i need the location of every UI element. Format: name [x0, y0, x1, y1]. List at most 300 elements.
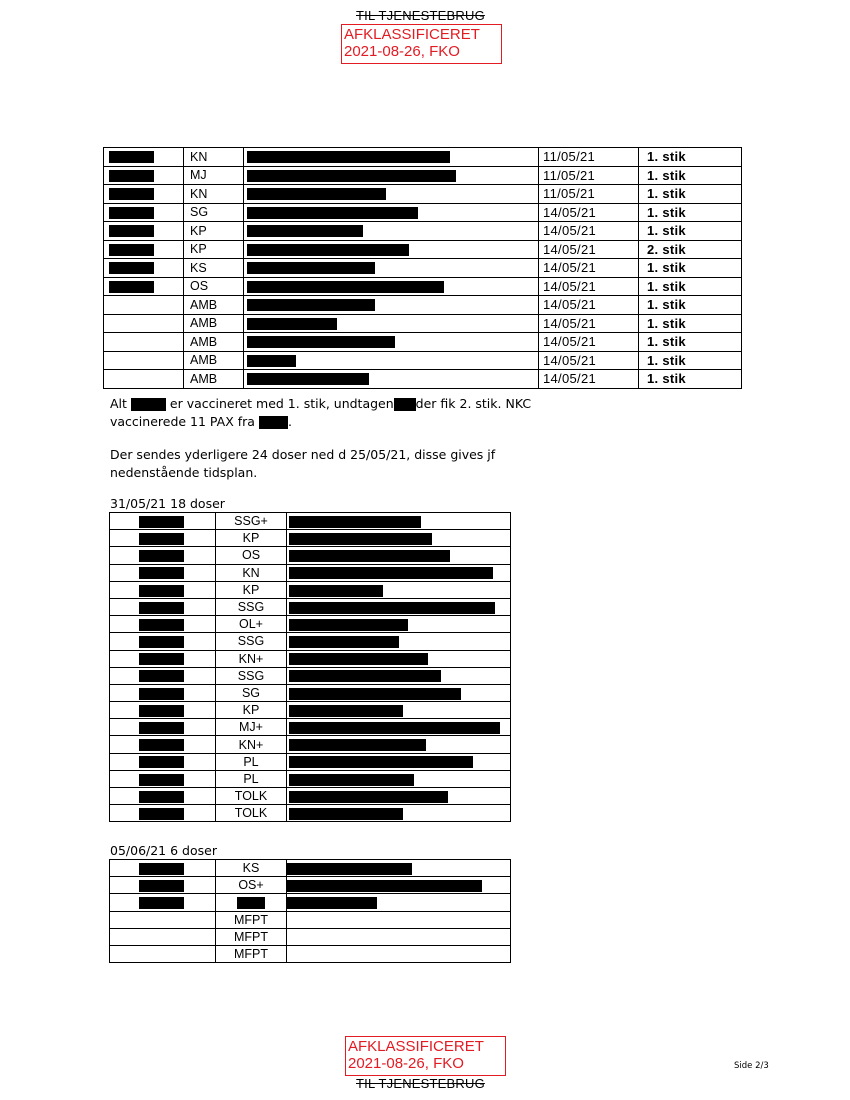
name-cell — [104, 259, 184, 278]
dose-cell — [639, 240, 742, 259]
table-row — [110, 547, 511, 564]
redaction-block — [247, 244, 409, 256]
name-cell — [110, 513, 216, 530]
dose-label: 1. stik — [647, 352, 686, 368]
table-row — [110, 702, 511, 719]
unit-code-cell — [216, 513, 287, 530]
name-cell — [110, 788, 216, 805]
vaccination-date: 14/05/21 — [543, 241, 597, 257]
date-cell — [539, 148, 639, 167]
redaction-block — [109, 188, 154, 200]
additional-doses-paragraph — [110, 446, 750, 482]
redaction-block — [247, 299, 375, 311]
unit-code: KP — [190, 242, 207, 257]
redaction-block — [139, 636, 184, 648]
unit-code-cell — [216, 547, 287, 564]
redacted-name-cell — [244, 166, 539, 185]
table-row — [110, 945, 511, 962]
redaction-block — [247, 318, 337, 330]
vaccination-date: 11/05/21 — [543, 167, 596, 183]
redaction-block — [139, 653, 184, 665]
dose-cell — [639, 259, 742, 278]
unit-code-cell — [216, 650, 287, 667]
table-row — [104, 203, 742, 222]
redacted-name-cell — [244, 185, 539, 204]
schedule-heading-1: 31/05/21 18 doser — [110, 496, 225, 511]
redacted-name-cell — [287, 860, 511, 877]
table-row — [110, 805, 511, 822]
redaction-block — [289, 756, 473, 768]
table-row — [104, 277, 742, 296]
redacted-name-cell — [244, 277, 539, 296]
table-row — [104, 240, 742, 259]
unit-code: OL+ — [239, 617, 263, 632]
table-row — [110, 633, 511, 650]
redaction-block — [139, 756, 184, 768]
redaction-block — [289, 653, 428, 665]
vaccination-date: 14/05/21 — [543, 204, 597, 220]
table-row — [110, 788, 511, 805]
redaction-block — [109, 225, 154, 237]
redacted-name-cell — [244, 351, 539, 370]
dose-cell — [639, 166, 742, 185]
name-cell — [110, 530, 216, 547]
name-cell — [110, 684, 216, 701]
name-cell — [104, 185, 184, 204]
unit-code: KN — [190, 186, 208, 201]
redaction-block — [289, 808, 403, 820]
date-cell — [539, 185, 639, 204]
dose-label: 1. stik — [647, 186, 686, 202]
dose-label: 2. stik — [647, 241, 686, 257]
name-cell — [104, 296, 184, 315]
table-row — [104, 222, 742, 241]
redaction-block — [289, 619, 408, 631]
name-cell — [104, 166, 184, 185]
unit-code: OS — [241, 548, 261, 563]
unit-code-cell — [216, 564, 287, 581]
name-cell — [110, 719, 216, 736]
redacted-name-cell — [287, 719, 511, 736]
redacted-name-cell — [287, 598, 511, 615]
redaction-block — [289, 550, 450, 562]
unit-code: KS — [242, 861, 260, 876]
table-row — [104, 166, 742, 185]
unit-code: KN+ — [238, 737, 264, 752]
unit-code-cell — [216, 911, 287, 928]
vaccination-date: 14/05/21 — [543, 334, 597, 350]
vaccination-log-table — [103, 147, 742, 389]
summary-text: Alt — [110, 396, 127, 411]
unit-code: OS+ — [238, 878, 264, 893]
summary-text: vaccinerede 11 PAX fra — [110, 414, 255, 429]
unit-code-cell — [216, 719, 287, 736]
unit-code: AMB — [190, 297, 218, 312]
unit-code: KN+ — [238, 651, 264, 666]
unit-code-cell — [216, 684, 287, 701]
redacted-name-cell — [287, 788, 511, 805]
dose-label: 1. stik — [647, 149, 686, 165]
unit-code: PL — [243, 771, 259, 786]
summary-text: . — [287, 414, 292, 429]
redaction-block — [139, 774, 184, 786]
name-cell — [104, 240, 184, 259]
name-cell — [110, 564, 216, 581]
vaccination-date: 14/05/21 — [543, 315, 597, 331]
redacted-name-cell — [244, 296, 539, 315]
name-cell — [104, 333, 184, 352]
redacted-name-cell — [244, 370, 539, 389]
name-cell — [110, 911, 216, 928]
redaction-block — [289, 774, 414, 786]
name-cell — [110, 598, 216, 615]
name-cell — [110, 616, 216, 633]
redaction-block — [139, 705, 184, 717]
dose-cell — [639, 351, 742, 370]
redaction-block — [131, 398, 166, 411]
redacted-name-cell — [287, 770, 511, 787]
redaction-block — [247, 170, 456, 182]
redaction-block — [247, 262, 375, 274]
name-cell — [104, 148, 184, 167]
date-cell — [539, 259, 639, 278]
vaccination-date: 14/05/21 — [543, 352, 597, 368]
table-row — [104, 314, 742, 333]
redacted-name-cell — [287, 753, 511, 770]
redacted-name-cell — [244, 222, 539, 241]
table-row — [104, 148, 742, 167]
unit-code-cell — [216, 667, 287, 684]
redacted-name-cell — [287, 894, 511, 911]
redaction-block — [109, 151, 154, 163]
unit-code-cell — [216, 581, 287, 598]
unit-code: SSG+ — [234, 514, 268, 529]
table-row — [110, 753, 511, 770]
unit-code-cell — [216, 530, 287, 547]
redaction-block — [289, 602, 495, 614]
date-cell — [539, 296, 639, 315]
unit-code-cell — [216, 598, 287, 615]
redaction-block — [139, 880, 184, 892]
redacted-name-cell — [287, 805, 511, 822]
unit-code: MJ — [190, 168, 207, 183]
unit-code-cell — [216, 616, 287, 633]
name-cell — [110, 667, 216, 684]
redaction-block — [139, 808, 184, 820]
name-cell — [104, 203, 184, 222]
unit-code: KP — [242, 582, 260, 597]
dose-label: 1. stik — [647, 297, 686, 313]
unit-code-cell — [216, 770, 287, 787]
dose-label: 1. stik — [647, 371, 686, 387]
unit-code: KP — [242, 531, 260, 546]
redaction-block — [247, 373, 369, 385]
redacted-name-cell — [287, 702, 511, 719]
schedule-table-1 — [109, 512, 511, 822]
redacted-name-cell — [287, 667, 511, 684]
redaction-block — [394, 398, 416, 411]
name-cell — [104, 370, 184, 389]
unit-code: MFPT — [233, 947, 269, 962]
table-row — [104, 333, 742, 352]
redaction-block — [139, 516, 184, 528]
dose-label: 1. stik — [647, 278, 686, 294]
summary-text: er vaccineret med 1. stik, undtagen — [169, 396, 394, 411]
unit-code-cell — [216, 894, 287, 911]
redaction-block — [247, 188, 386, 200]
unit-code: AMB — [190, 316, 218, 331]
unit-code: KN — [190, 149, 208, 164]
classification-marking-top: TIL TJENESTEBRUG — [356, 8, 485, 23]
name-cell — [110, 736, 216, 753]
dose-label: 1. stik — [647, 334, 686, 350]
unit-code: KP — [242, 703, 260, 718]
date-cell — [539, 351, 639, 370]
redaction-block — [109, 262, 154, 274]
vaccination-date: 11/05/21 — [543, 149, 596, 165]
unit-code: SSG — [237, 600, 265, 615]
redaction-block — [247, 281, 444, 293]
redaction-block — [247, 207, 418, 219]
unit-code: SSG — [237, 634, 265, 649]
dose-cell — [639, 277, 742, 296]
unit-code-cell — [184, 240, 244, 259]
unit-code-cell — [216, 945, 287, 962]
redaction-block — [139, 739, 184, 751]
declassified-stamp-top — [341, 24, 502, 64]
table-row — [110, 616, 511, 633]
unit-code: TOLK — [234, 806, 268, 821]
redaction-block — [139, 567, 184, 579]
unit-code: MFPT — [233, 912, 269, 927]
name-cell — [110, 702, 216, 719]
table-row — [110, 513, 511, 530]
redaction-block — [109, 207, 154, 219]
redaction-block — [139, 533, 184, 545]
redaction-block — [287, 897, 377, 909]
redaction-block — [139, 670, 184, 682]
redaction-block — [289, 670, 441, 682]
table-row — [110, 911, 511, 928]
redaction-block — [139, 585, 184, 597]
unit-code-cell — [184, 148, 244, 167]
classification-marking-bottom: TIL TJENESTEBRUG — [356, 1076, 485, 1091]
unit-code: SSG — [237, 668, 265, 683]
table-row — [104, 351, 742, 370]
table-row — [110, 877, 511, 894]
table-row — [110, 894, 511, 911]
unit-code: AMB — [190, 371, 218, 386]
table-row — [110, 770, 511, 787]
redacted-name-cell — [244, 148, 539, 167]
unit-code-cell — [184, 203, 244, 222]
redaction-block — [247, 151, 450, 163]
doses-text-line: nedenstående tidsplan. — [110, 465, 258, 480]
table-row — [110, 860, 511, 877]
name-cell — [110, 581, 216, 598]
dose-cell — [639, 222, 742, 241]
redaction-block — [247, 355, 296, 367]
table-row — [104, 185, 742, 204]
table-row — [110, 719, 511, 736]
unit-code: TOLK — [234, 789, 268, 804]
unit-code-cell — [184, 277, 244, 296]
dose-cell — [639, 296, 742, 315]
unit-code-cell — [216, 805, 287, 822]
name-cell — [110, 650, 216, 667]
redacted-name-cell — [244, 259, 539, 278]
vaccination-summary-paragraph — [110, 395, 750, 431]
redaction-block — [289, 567, 493, 579]
redaction-block — [109, 244, 154, 256]
doses-text-line: Der sendes yderligere 24 doser ned d 25/05/21, disse gives jf — [110, 447, 496, 462]
unit-code: OS — [190, 279, 209, 294]
table-row — [110, 650, 511, 667]
redacted-name-cell — [287, 547, 511, 564]
redaction-block — [289, 516, 421, 528]
vaccination-date: 14/05/21 — [543, 278, 597, 294]
unit-code: KP — [190, 223, 207, 238]
unit-code-cell — [184, 185, 244, 204]
unit-code: AMB — [190, 353, 218, 368]
unit-code: AMB — [190, 334, 218, 349]
summary-text: der fik 2. stik. NKC — [415, 396, 532, 411]
redacted-name-cell — [287, 945, 511, 962]
table-row — [104, 259, 742, 278]
redacted-name-cell — [244, 240, 539, 259]
redaction-block — [139, 688, 184, 700]
date-cell — [539, 166, 639, 185]
redaction-block — [139, 863, 184, 875]
name-cell — [110, 928, 216, 945]
dose-label: 1. stik — [647, 315, 686, 331]
unit-code: SG — [241, 685, 261, 700]
date-cell — [539, 370, 639, 389]
unit-code-cell — [184, 314, 244, 333]
stamp-line-2: 2021-08-26, FKO — [344, 43, 460, 60]
name-cell — [110, 860, 216, 877]
table-row — [110, 928, 511, 945]
redacted-name-cell — [287, 633, 511, 650]
unit-code: MJ+ — [239, 720, 263, 735]
redaction-block — [139, 602, 184, 614]
date-cell — [539, 222, 639, 241]
redaction-block — [289, 739, 426, 751]
name-cell — [110, 805, 216, 822]
date-cell — [539, 240, 639, 259]
redacted-name-cell — [287, 877, 511, 894]
unit-code-cell — [216, 928, 287, 945]
date-cell — [539, 277, 639, 296]
name-cell — [104, 222, 184, 241]
unit-code-cell — [184, 296, 244, 315]
table-row — [110, 667, 511, 684]
unit-code-cell — [184, 222, 244, 241]
stamp-line-1: AFKLASSIFICERET — [348, 1038, 484, 1055]
name-cell — [104, 351, 184, 370]
unit-code-cell — [184, 370, 244, 389]
dose-cell — [639, 333, 742, 352]
name-cell — [110, 633, 216, 650]
unit-code-cell — [216, 702, 287, 719]
redaction-block — [289, 585, 383, 597]
name-cell — [110, 753, 216, 770]
redaction-block — [289, 688, 461, 700]
unit-code-cell — [216, 633, 287, 650]
redaction-block — [287, 863, 412, 875]
redacted-name-cell — [287, 928, 511, 945]
table-row — [110, 736, 511, 753]
unit-code: PL — [243, 754, 259, 769]
dose-label: 1. stik — [647, 223, 686, 239]
dose-label: 1. stik — [647, 204, 686, 220]
stamp-line-2: 2021-08-26, FKO — [348, 1055, 464, 1072]
unit-code: KN — [242, 565, 260, 580]
stamp-line-1: AFKLASSIFICERET — [344, 26, 480, 43]
schedule-heading-2: 05/06/21 6 doser — [110, 843, 217, 858]
redacted-name-cell — [244, 333, 539, 352]
redacted-name-cell — [287, 911, 511, 928]
table-row — [110, 581, 511, 598]
name-cell — [110, 894, 216, 911]
unit-code-cell — [184, 166, 244, 185]
name-cell — [110, 945, 216, 962]
redaction-block — [289, 533, 432, 545]
table-row — [104, 370, 742, 389]
date-cell — [539, 203, 639, 222]
page-number: Side 2/3 — [734, 1061, 769, 1071]
unit-code-cell — [184, 351, 244, 370]
name-cell — [104, 314, 184, 333]
dose-label: 1. stik — [647, 260, 686, 276]
redaction-block — [109, 170, 154, 182]
redaction-block — [139, 897, 184, 909]
dose-cell — [639, 148, 742, 167]
redacted-name-cell — [287, 564, 511, 581]
unit-code: KS — [190, 260, 207, 275]
redaction-block — [259, 416, 288, 429]
dose-cell — [639, 314, 742, 333]
redacted-name-cell — [244, 203, 539, 222]
redacted-name-cell — [287, 684, 511, 701]
declassified-stamp-bottom — [345, 1036, 506, 1076]
table-row — [110, 564, 511, 581]
date-cell — [539, 314, 639, 333]
redaction-block — [289, 791, 448, 803]
redacted-name-cell — [287, 513, 511, 530]
vaccination-date: 11/05/21 — [543, 186, 596, 202]
redaction-block — [139, 791, 184, 803]
name-cell — [110, 770, 216, 787]
name-cell — [104, 277, 184, 296]
redaction-block — [247, 225, 363, 237]
redacted-name-cell — [287, 616, 511, 633]
unit-code: SG — [190, 205, 209, 220]
date-cell — [539, 333, 639, 352]
dose-cell — [639, 203, 742, 222]
table-row — [110, 530, 511, 547]
redaction-block — [139, 550, 184, 562]
redaction-block — [237, 897, 265, 909]
vaccination-date: 14/05/21 — [543, 223, 597, 239]
dose-cell — [639, 370, 742, 389]
name-cell — [110, 877, 216, 894]
redaction-block — [139, 722, 184, 734]
unit-code-cell — [216, 753, 287, 770]
name-cell — [110, 547, 216, 564]
unit-code-cell — [216, 877, 287, 894]
redaction-block — [247, 336, 395, 348]
